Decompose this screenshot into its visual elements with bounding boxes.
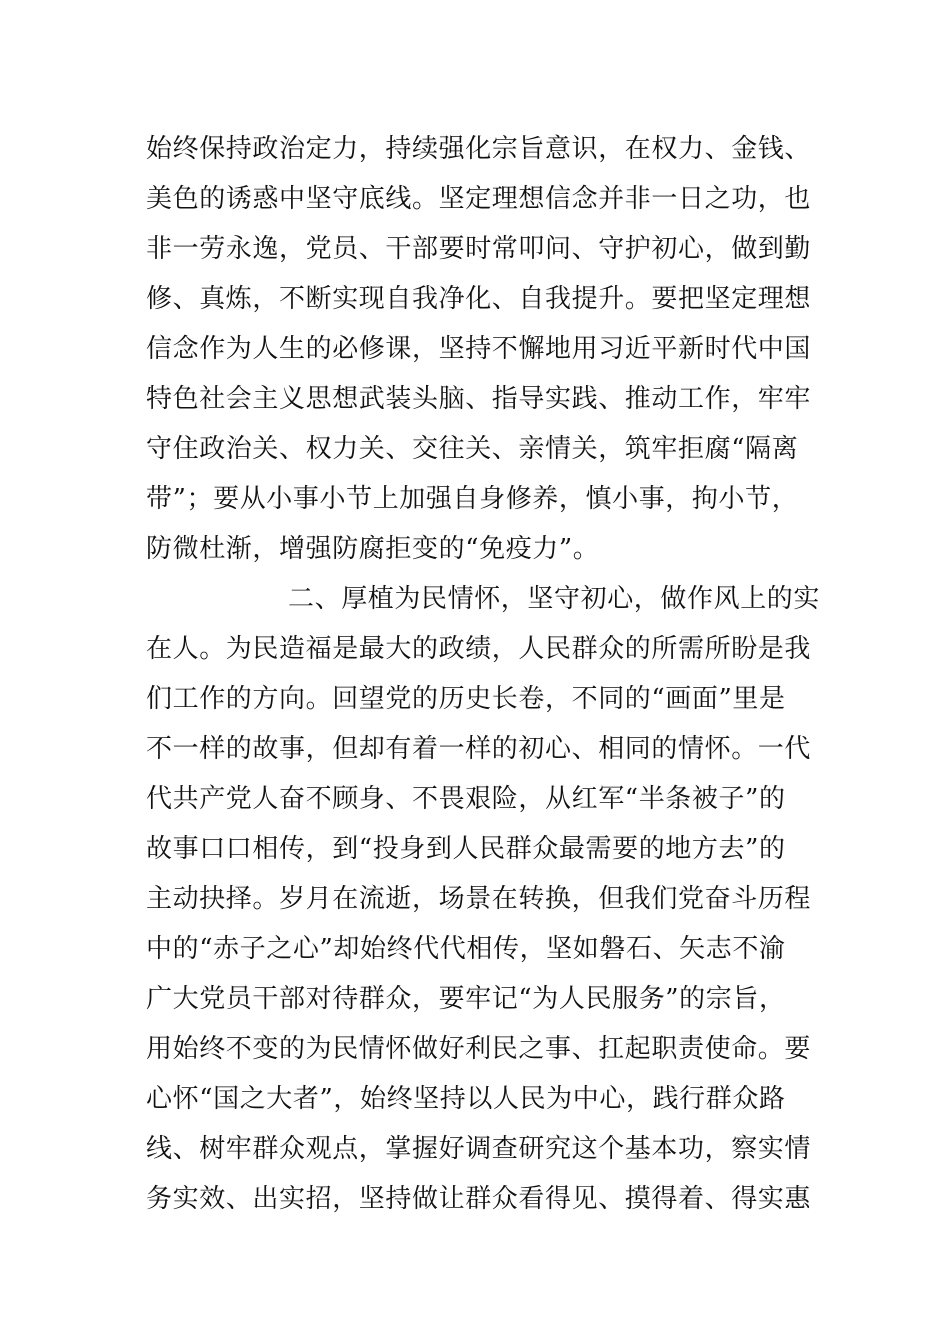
text-line: 用始终不变的为民情怀做好利民之事、扛起职责使命。要	[146, 1034, 812, 1064]
text-line: 不一样的故事，但却有着一样的初心、相同的情怀。一代	[146, 734, 812, 764]
text-line: 线、树牢群众观点，掌握好调查研究这个基本功，察实情	[146, 1134, 812, 1164]
text-line: 特色社会主义思想武装头脑、指导实践、推动工作，牢牢	[146, 384, 812, 414]
text-line: 信念作为人生的必修课，坚持不懈地用习近平新时代中国	[146, 334, 812, 364]
text-line: 在人。为民造福是最大的政绩，人民群众的所需所盼是我	[146, 634, 812, 664]
text-line: 代共产党人奋不顾身、不畏艰险，从红军“半条被子”的	[146, 784, 786, 814]
text-line: 非一劳永逸，党员、干部要时常叩问、守护初心，做到勤	[146, 234, 812, 264]
section-heading-line: 二、厚植为民情怀，坚守初心，做作风上的实	[288, 584, 821, 614]
text-line: 防微杜渐，增强防腐拒变的“免疫力”。	[146, 534, 600, 564]
text-line: 务实效、出实招，坚持做让群众看得见、摸得着、得实惠	[146, 1184, 812, 1214]
text-line: 始终保持政治定力，持续强化宗旨意识，在权力、金钱、	[146, 134, 812, 164]
text-line: 心怀“国之大者”，始终坚持以人民为中心，践行群众路	[146, 1084, 786, 1114]
text-line: 们工作的方向。回望党的历史长卷，不同的“画面”里是	[146, 684, 786, 714]
text-line: 故事口口相传，到“投身到人民群众最需要的地方去”的	[146, 834, 786, 864]
text-line: 美色的诱惑中坚守底线。坚定理想信念并非一日之功，也	[146, 184, 812, 214]
body-text	[146, 124, 821, 1224]
text-line: 广大党员干部对待群众，要牢记“为人民服务”的宗旨，	[146, 984, 786, 1014]
text-line: 带”；要从小事小节上加强自身修养，慎小事，拘小节，	[146, 484, 799, 514]
text-line: 修、真炼，不断实现自我净化、自我提升。要把坚定理想	[146, 284, 812, 314]
text-line: 中的“赤子之心”却始终代代相传，坚如磐石、矢志不渝	[146, 934, 786, 964]
text-line: 主动抉择。岁月在流逝，场景在转换，但我们党奋斗历程	[146, 884, 812, 914]
text-line: 守住政治关、权力关、交往关、亲情关，筑牢拒腐“隔离	[146, 434, 799, 464]
